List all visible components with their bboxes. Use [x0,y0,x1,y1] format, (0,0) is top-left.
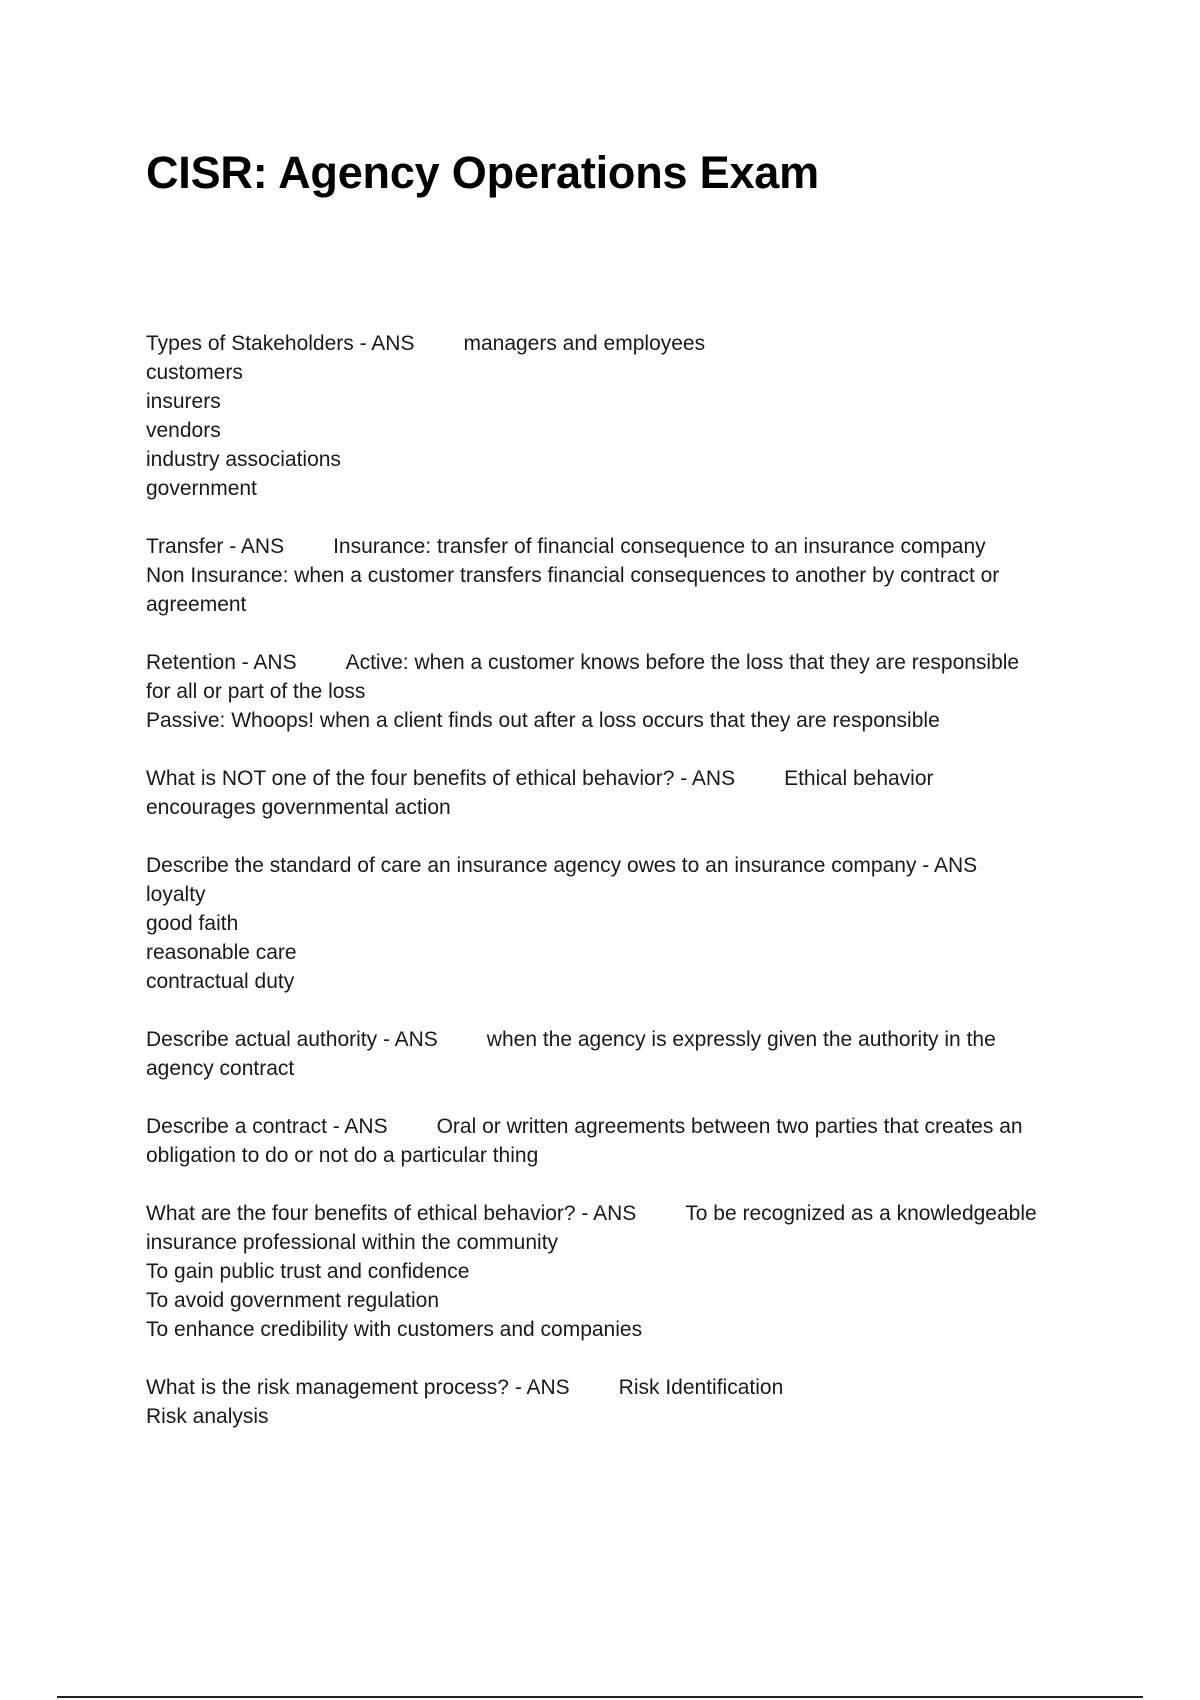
qa-answer: To be recognized as a knowledgeable [685,1202,1037,1225]
qa-answer-line: encourages governmental action [146,796,451,819]
qa-answer-line: Passive: Whoops! when a client finds out after a loss occurs that they are responsible [146,709,940,732]
qa-question: Types of Stakeholders - ANS [146,332,415,355]
qa-answer-line: Non Insurance: when a customer transfers financial consequences to another by contract or [146,564,1000,587]
qa-item [146,851,1086,996]
qa-answer-line: loyalty [146,883,206,906]
qa-first-line [146,532,1086,561]
qa-first-line [146,1112,1086,1141]
qa-first-line [146,1373,1086,1402]
qa-item [146,1373,1086,1431]
qa-answer: when the agency is expressly given the authority in the [486,1028,996,1051]
qa-first-line [146,1025,1086,1054]
qa-item [146,532,1086,619]
qa-answer: Oral or written agreements between two parties that creates an [436,1115,1023,1138]
qa-question: What is the risk management process? - ANS [146,1376,570,1399]
qa-answer-line: To gain public trust and confidence [146,1260,470,1283]
qa-question: Describe a contract - ANS [146,1115,388,1138]
qa-item [146,1199,1086,1344]
qa-answer-line: contractual duty [146,970,295,993]
qa-answer-line: insurers [146,390,221,413]
qa-question: Describe actual authority - ANS [146,1028,438,1051]
qa-answer-line: industry associations [146,448,341,471]
qa-question: Describe the standard of care an insurance agency owes to an insurance company - ANS [146,854,978,877]
qa-answer-line: vendors [146,419,221,442]
qa-first-line [146,764,1086,793]
qa-answer-line: To enhance credibility with customers and companies [146,1318,643,1341]
qa-answer: Risk Identification [618,1376,784,1399]
qa-answer-line: agreement [146,593,247,616]
qa-item [146,1025,1086,1083]
qa-item [146,329,1086,503]
qa-first-line [146,329,1086,358]
qa-answer-line: customers [146,361,243,384]
qa-answer-line: good faith [146,912,239,935]
qa-answer-line: Risk analysis [146,1405,269,1428]
qa-answer-line: obligation to do or not do a particular thing [146,1144,539,1167]
qa-answer: Insurance: transfer of financial consequence to an insurance company [333,535,986,558]
qa-answer-line: insurance professional within the community [146,1231,559,1254]
footer-divider [57,1696,1143,1698]
qa-first-line [146,1199,1086,1228]
qa-question: Retention - ANS [146,651,297,674]
qa-answer: Active: when a customer knows before the loss that they are responsible [345,651,1020,674]
qa-item [146,1112,1086,1170]
qa-answer-line: for all or part of the loss [146,680,366,703]
qa-question: Transfer - ANS [146,535,285,558]
qa-question: What are the four benefits of ethical behavior? - ANS [146,1202,637,1225]
qa-item [146,764,1086,822]
qa-answer: managers and employees [463,332,706,355]
qa-question: What is NOT one of the four benefits of ethical behavior? - ANS [146,767,736,790]
qa-answer-line: government [146,477,257,500]
qa-first-line [146,851,1086,880]
qa-item [146,648,1086,735]
qa-answer: Ethical behavior [784,767,934,790]
page-title: CISR: Agency Operations Exam [146,147,819,198]
qa-list [146,329,1086,1460]
qa-first-line [146,648,1086,677]
qa-answer-line: agency contract [146,1057,295,1080]
qa-answer-line: reasonable care [146,941,297,964]
qa-answer-line: To avoid government regulation [146,1289,440,1312]
